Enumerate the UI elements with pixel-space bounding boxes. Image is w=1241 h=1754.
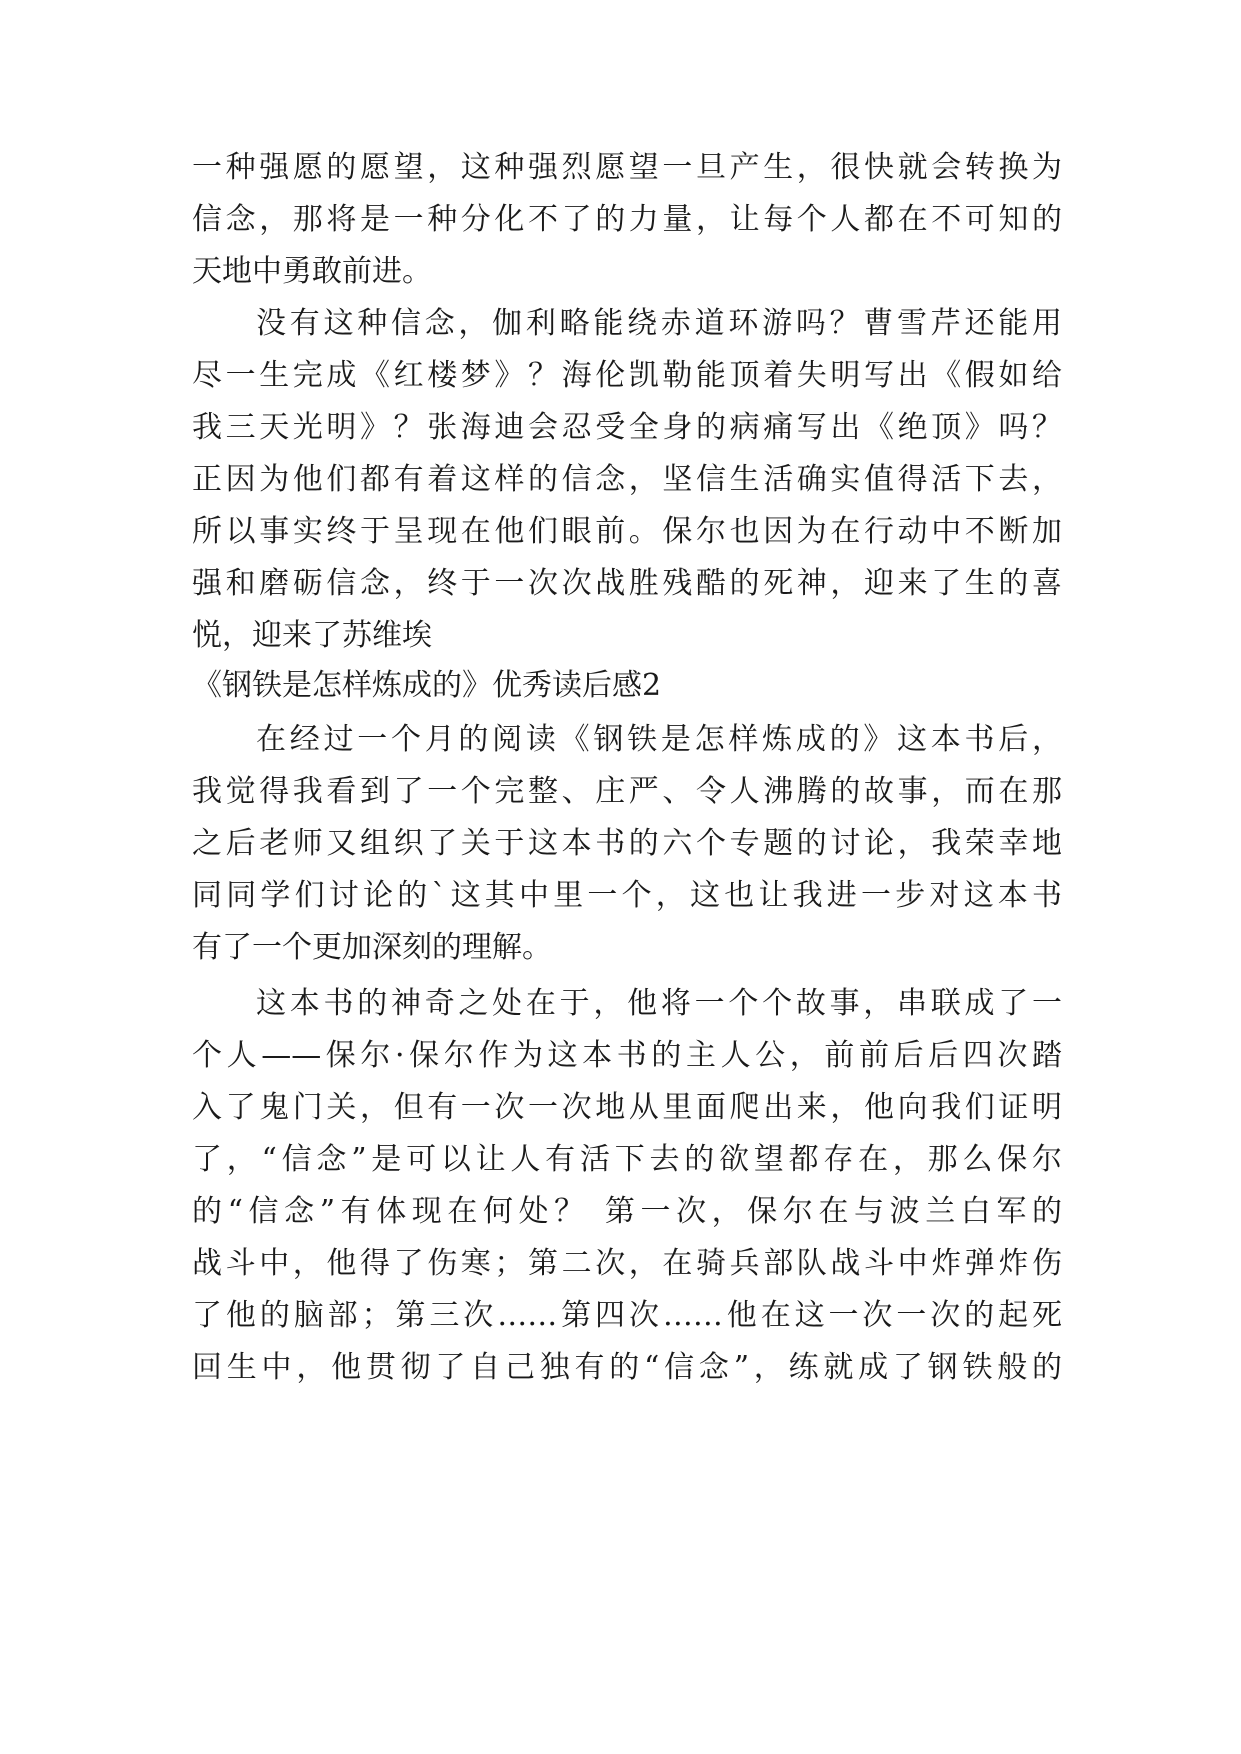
paragraph-2-line-1: 没有这种信念，伽利略能绕赤道环游吗？曹雪芹还能用 — [256, 306, 1062, 341]
paragraph-3-line-1: 在经过一个月的阅读《钢铁是怎样炼成的》这本书后， — [256, 722, 1062, 757]
paragraph-3-line-2: 我觉得我看到了一个完整、庄严、令人沸腾的故事，而在那 — [192, 774, 1062, 809]
paragraph-2-line-6: 强和磨砺信念，终于一次次战胜残酷的死神，迎来了生的喜 — [192, 566, 1062, 601]
paragraph-4-line-7: 了他的脑部；第三次……第四次……他在这一次一次的起死 — [192, 1298, 1062, 1333]
paragraph-1-line-3: 天地中勇敢前进。 — [192, 254, 432, 289]
paragraph-1-line-2: 信念，那将是一种分化不了的力量，让每个人都在不可知的 — [192, 202, 1062, 237]
section-heading: 《钢铁是怎样炼成的》优秀读后感2 — [192, 668, 662, 703]
paragraph-4-line-1: 这本书的神奇之处在于，他将一个个故事，串联成了一 — [256, 986, 1062, 1021]
paragraph-4-line-4: 了，“信念”是可以让人有活下去的欲望都存在，那么保尔 — [192, 1142, 1062, 1177]
paragraph-3-line-4: 同同学们讨论的`这其中里一个，这也让我进一步对这本书 — [192, 878, 1062, 913]
paragraph-4-line-3: 入了鬼门关，但有一次一次地从里面爬出来，他向我们证明 — [192, 1090, 1062, 1125]
paragraph-4-line-8: 回生中，他贯彻了自己独有的“信念”，练就成了钢铁般的 — [192, 1350, 1062, 1385]
paragraph-3-line-5: 有了一个更加深刻的理解。 — [192, 930, 552, 965]
paragraph-2-line-7: 悦，迎来了苏维埃 — [192, 618, 432, 653]
paragraph-2-line-2: 尽一生完成《红楼梦》？海伦凯勒能顶着失明写出《假如给 — [192, 358, 1062, 393]
paragraph-2-line-3: 我三天光明》？张海迪会忍受全身的病痛写出《绝顶》吗？ — [192, 410, 1062, 445]
paragraph-4-line-5: 的“信念”有体现在何处？ 第一次，保尔在与波兰白军的 — [192, 1194, 1062, 1229]
paragraph-2-line-5: 所以事实终于呈现在他们眼前。保尔也因为在行动中不断加 — [192, 514, 1062, 549]
paragraph-1-line-1: 一种强愿的愿望，这种强烈愿望一旦产生，很快就会转换为 — [192, 150, 1062, 185]
paragraph-4-line-6: 战斗中，他得了伤寒；第二次，在骑兵部队战斗中炸弹炸伤 — [192, 1246, 1062, 1281]
paragraph-3-line-3: 之后老师又组织了关于这本书的六个专题的讨论，我荣幸地 — [192, 826, 1062, 861]
paragraph-2-line-4: 正因为他们都有着这样的信念，坚信生活确实值得活下去， — [192, 462, 1062, 497]
paragraph-4-line-2: 个人——保尔·保尔作为这本书的主人公，前前后后四次踏 — [192, 1038, 1062, 1073]
